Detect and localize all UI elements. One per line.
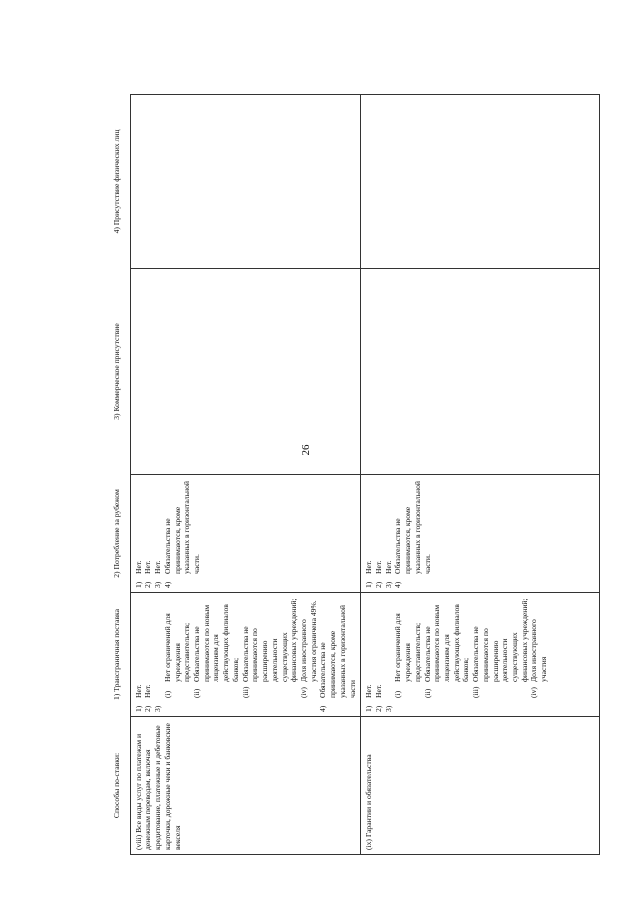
abroad-cell	[130, 475, 361, 593]
sub-item: (ii) Обязательства не принимаются по новым лицензиям для действующих филиалов банков;	[422, 604, 471, 698]
list-item: 2) Нет.	[373, 560, 383, 588]
table-row	[361, 95, 600, 855]
commercial-cell	[361, 269, 600, 475]
list-item: 1) Нет.	[364, 560, 374, 588]
abroad-cell	[361, 475, 600, 593]
presence-cell	[361, 95, 600, 269]
cross-border-cell	[361, 593, 600, 717]
service-cell: (viii) Все виды услуг по платежам и денежным переводам, включая кредитование, платежные и дебетовые карточки, дорожные чеки и банковские векселя	[130, 717, 361, 855]
sub-item: (iii) Обязательства не принимаются по расширению деятельности существующих финансовых учреждений;	[471, 598, 529, 698]
header-cross-border: 1) Трансграничная поставка	[112, 609, 121, 700]
commercial-cell	[130, 269, 361, 475]
table-row	[130, 95, 361, 855]
list-item: 2) Нет.	[373, 684, 383, 712]
header-presence: 4) Присутствие физических лиц	[112, 129, 121, 234]
header-mode: Способы по-ставки:	[112, 752, 121, 819]
list-item: 1) Нет.	[133, 560, 143, 588]
service-cell: (ix) Гарантии и обязательства	[361, 717, 600, 855]
sub-item: (ii) Обязательства не принимаются по новым лицензиям для действующих филиалов банков;	[192, 604, 240, 698]
list-item: 2) Нет.	[143, 684, 153, 712]
table-header-row	[110, 95, 130, 855]
header-commercial: 3) Коммерческое присутствие	[112, 323, 121, 420]
sub-item: (iii) Обязательства не принимаются по расширению деятельности существующих финансовых учреждений;	[240, 598, 299, 698]
presence-cell	[130, 95, 361, 269]
list-item: 1) Нет.	[364, 684, 374, 712]
rotated-sheet	[110, 95, 580, 855]
list-item: 1) Нет.	[133, 684, 143, 712]
list-item: 3) Нет.	[383, 560, 393, 588]
list-item: 3)	[383, 705, 393, 712]
sub-item: (iv) Доля иностранного участия	[529, 619, 549, 698]
list-item: 4) Обязательства не принимаются, кроме указанных в горизонтальной части.	[393, 481, 432, 588]
list-item: 2) Нет.	[143, 560, 153, 588]
list-item: 3) Нет.	[153, 560, 163, 588]
cross-border-cell	[130, 593, 361, 717]
header-abroad: 2) Потребление за рубежом	[112, 489, 121, 578]
sub-item: (i) Нет ограничений для учреждения представительств;	[162, 613, 192, 698]
list-item: 4) Обязательства не принимаются, кроме указанных в горизонтальной части.	[162, 481, 202, 588]
page-number: 26	[300, 444, 312, 456]
sub-item: (iv) Доля иностранного участия ограничена 49%.	[298, 600, 318, 698]
sub-item: (i) Нет ограничений для учреждения представительств;	[393, 613, 422, 698]
list-item: 3)	[153, 705, 163, 712]
commitments-table	[110, 94, 600, 855]
list-item: 4) Обязательства не принимаются, кроме указанных в горизонтальной части	[318, 605, 357, 712]
